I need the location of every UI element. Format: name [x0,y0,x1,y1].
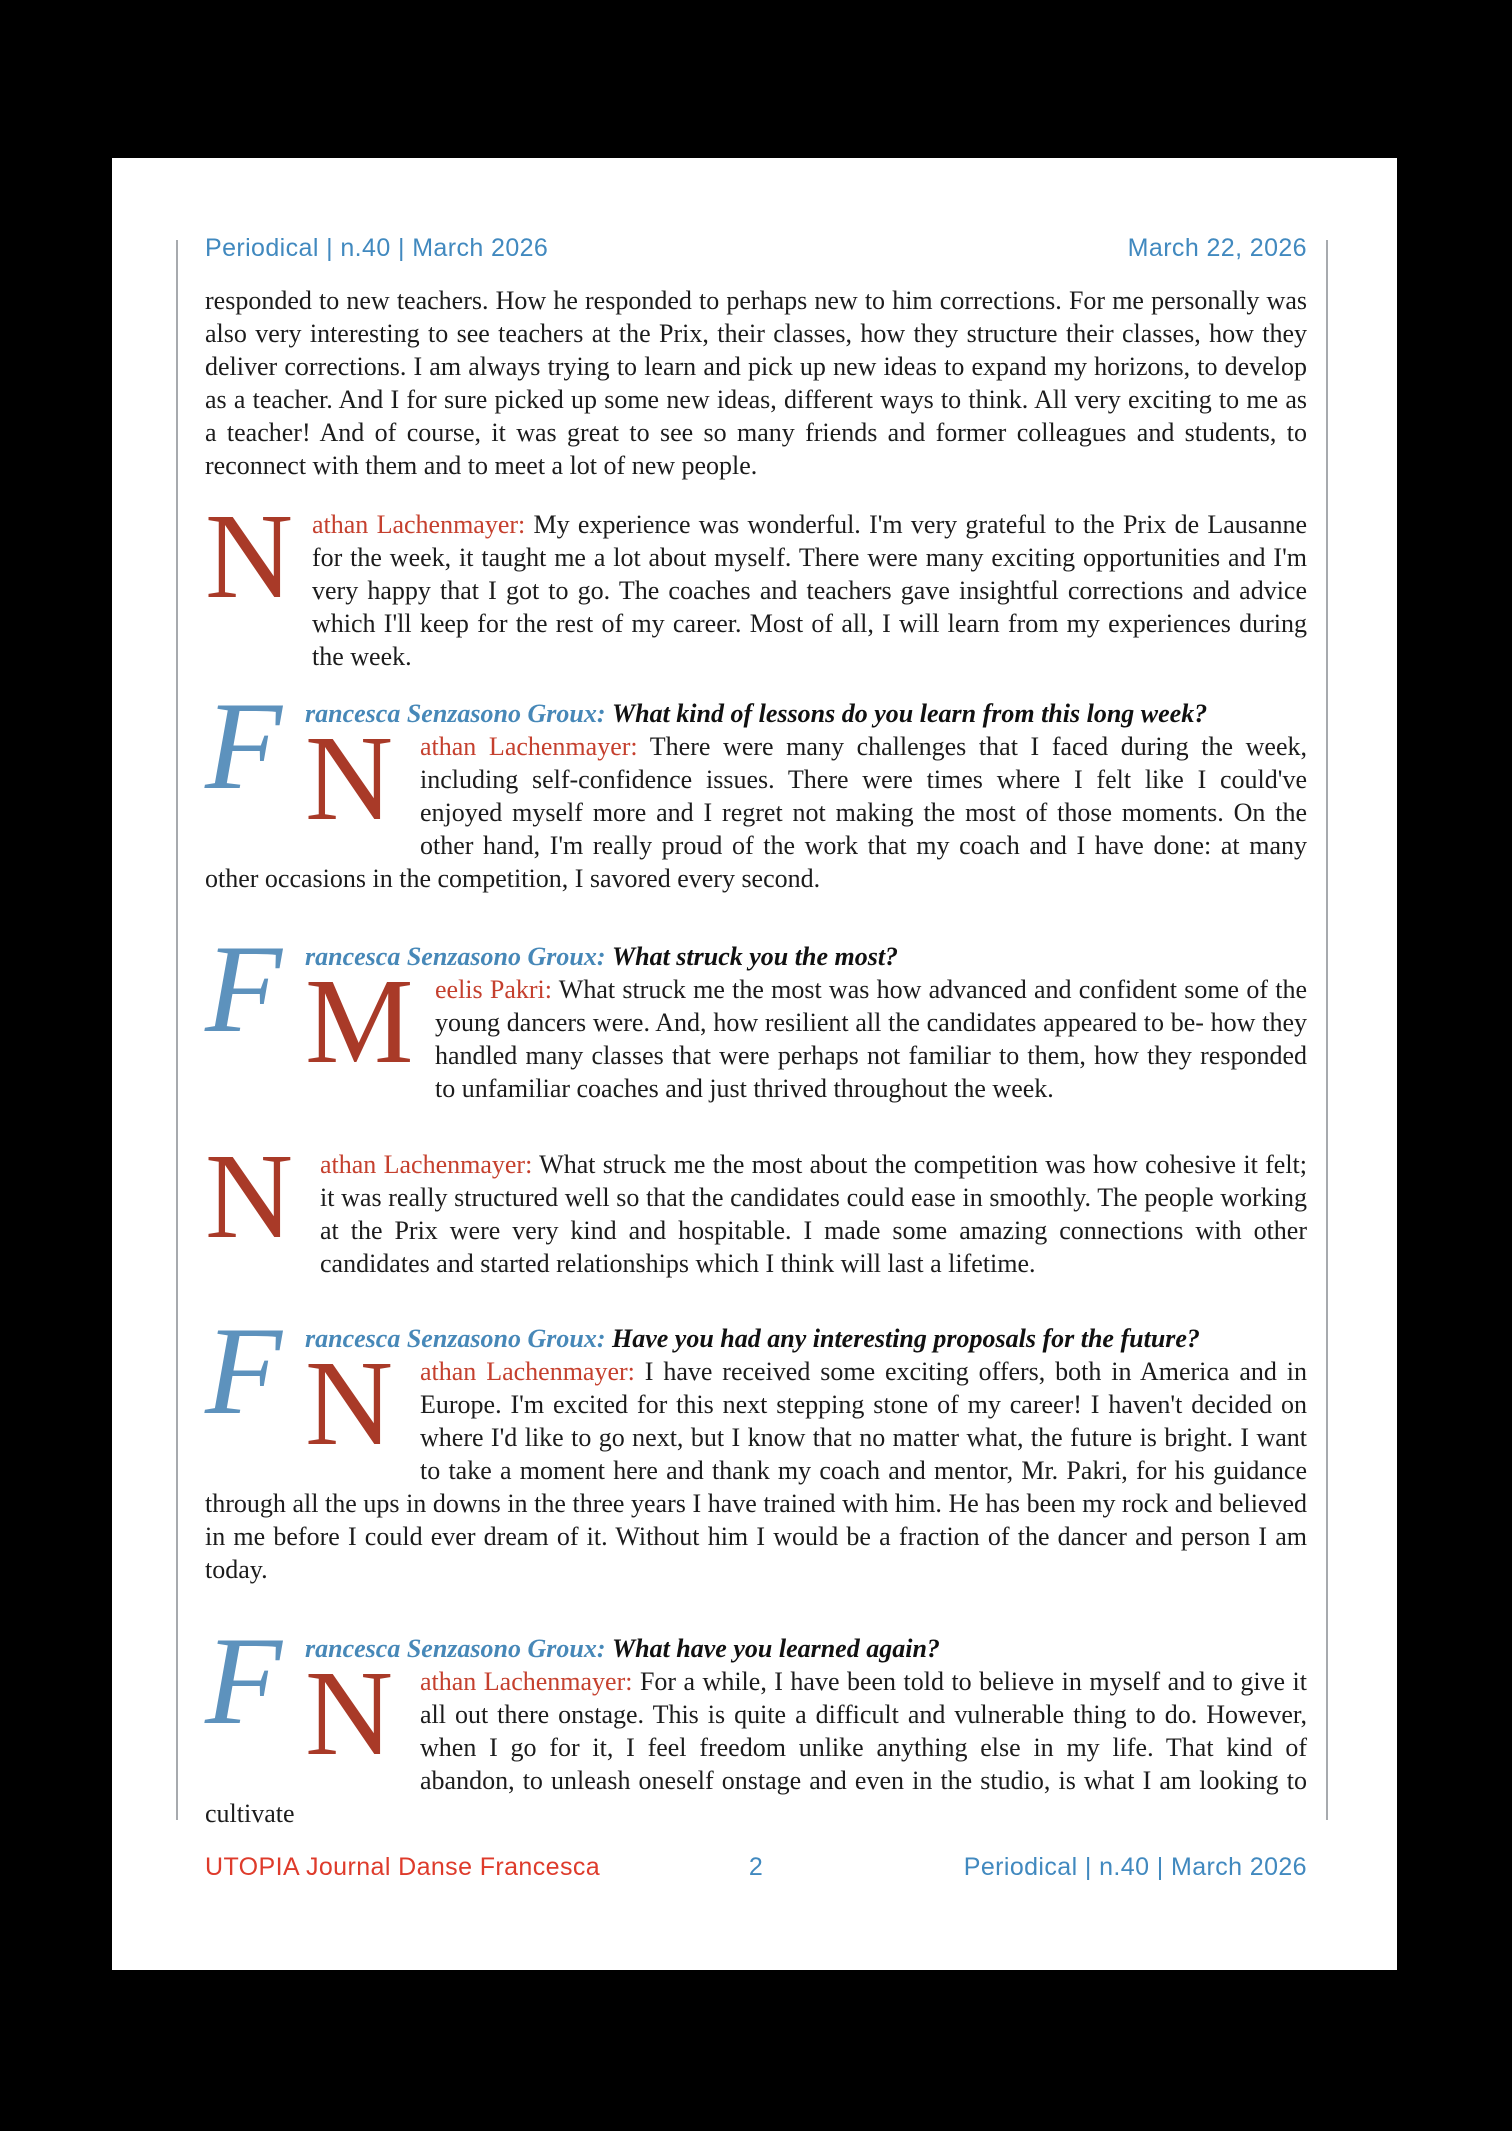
question-text: Have you had any interesting proposals for the future? [612,1324,1200,1353]
drop-cap-n: N [305,1336,394,1471]
question-text: What have you learned again? [612,1634,940,1663]
question-text: What kind of lessons do you learn from this long week? [612,699,1208,728]
header-issue-label: Periodical | n.40 | March 2026 [205,234,549,262]
qa-block-struck-most [205,920,1307,1105]
interviewer-name: rancesca Senzasono Groux: [305,1324,606,1353]
footer-journal-title: UTOPIA Journal Danse Francesca [205,1853,601,1881]
qa-block-lessons [205,677,1307,895]
page-header [205,234,1307,262]
drop-cap-n: N [205,1129,294,1264]
answer-text: What struck me the most about the competition was how cohesive it felt; it was really structured well so that the candidates could ease in smoothly. The people working at the Prix were very kind and hospitable. I made some amazing connections with other candidates and started relationships which I think will last a lifetime. [320,1150,1308,1278]
continuation-paragraph [205,284,1307,482]
answer-text: What struck me the most was how advanced and confident some of the young dancers were. And, how resilient all the candidates appeared to be- how they handled many classes that were perhaps not familiar to them, how they responded to unfamiliar coaches and just thrived throughout the week. [435,975,1307,1103]
qa-block-learned-again [205,1612,1307,1830]
magazine-page [112,158,1397,1970]
drop-cap-f: F [205,1612,282,1751]
drop-cap-n: N [205,489,294,624]
paragraph-text: responded to new teachers. How he responded to perhaps new to him corrections. For me personally was also very interesting to see teachers at the Prix, their classes, how they structure their classes, how they deliver corrections. I am always trying to learn and pick up new ideas to expand my horizons, to develop as a teacher. And I for sure picked up some new ideas, different ways to think. All very exciting to me as a teacher! And of course, it was great to see so many friends and former colleagues and students, to reconnect with them and to meet a lot of new people. [205,286,1307,480]
question-line [205,940,1307,973]
question-text: What struck you the most? [612,942,899,971]
answer-text: There were many challenges that I faced during the week, including self-confidence issues. There were times where I felt like I could've enjoyed myself more and I regret not making the most of those moments. On the other hand, I'm really proud of the work that my coach and I have done: at many other occasions in the competition, I savored every second. [205,732,1307,893]
drop-cap-f: F [205,1302,282,1441]
answer-text: My experience was wonderful. I'm very grateful to the Prix de Lausanne for the week, it taught me a lot about myself. There were many exciting opportunities and I'm very happy that I got to go. The coaches and teachers gave insightful corrections and advice which I'll keep for the rest of my career. Most of all, I will learn from my experiences during the week. [312,510,1308,671]
header-date: March 22, 2026 [1127,234,1307,262]
drop-cap-f: F [205,677,282,816]
right-margin-rule [1326,240,1328,1820]
question-line [205,1632,1307,1665]
left-margin-rule [176,240,178,1820]
answer-paragraph-nathan-1 [205,489,1308,673]
interviewer-name: rancesca Senzasono Groux: [305,1634,606,1663]
drop-cap-n: N [305,1646,394,1781]
speaker-name: athan Lachenmayer: [312,510,526,539]
drop-cap-f: F [205,920,282,1059]
article-body [205,284,1307,1830]
qa-block-proposals [205,1302,1308,1586]
footer-issue-label: Periodical | n.40 | March 2026 [963,1853,1307,1881]
speaker-name: athan Lachenmayer: [420,1667,633,1696]
speaker-name: athan Lachenmayer: [420,1357,635,1386]
answer-paragraph-nathan-2 [205,1129,1308,1280]
interviewer-name: rancesca Senzasono Groux: [305,699,606,728]
page-number: 2 [748,1853,764,1881]
answer-text: I have received some exciting offers, both in America and in Europe. I'm excited for this next stepping stone of my career! I haven't decided on where I'd like to go next, but I know that no matter what, the future is bright. I want to take a moment here and thank my coach and mentor, Mr. Pakri, for his guidance through all the ups in downs in the three years I have trained with him. He has been my rock and believed in me before I could ever dream of it. Without him I would be a fraction of the dancer and person I am today. [205,1357,1308,1584]
interviewer-name: rancesca Senzasono Groux: [305,942,606,971]
answer-text: For a while, I have been told to believe in myself and to give it all out there onstage. This is quite a difficult and vulnerable thing to do. However, when I go for it, I feel freedom unlike anything else in my life. That kind of abandon, to unleash oneself onstage and even in the studio, is what I am looking to cultivate [205,1667,1307,1828]
speaker-name: athan Lachenmayer: [420,732,638,761]
drop-cap-m: M [305,954,414,1089]
question-line [205,1322,1307,1355]
drop-cap-n: N [305,711,394,846]
question-line [205,697,1307,730]
speaker-name: eelis Pakri: [435,975,552,1004]
speaker-name: athan Lachenmayer: [320,1150,533,1179]
page-content [205,234,1307,1830]
